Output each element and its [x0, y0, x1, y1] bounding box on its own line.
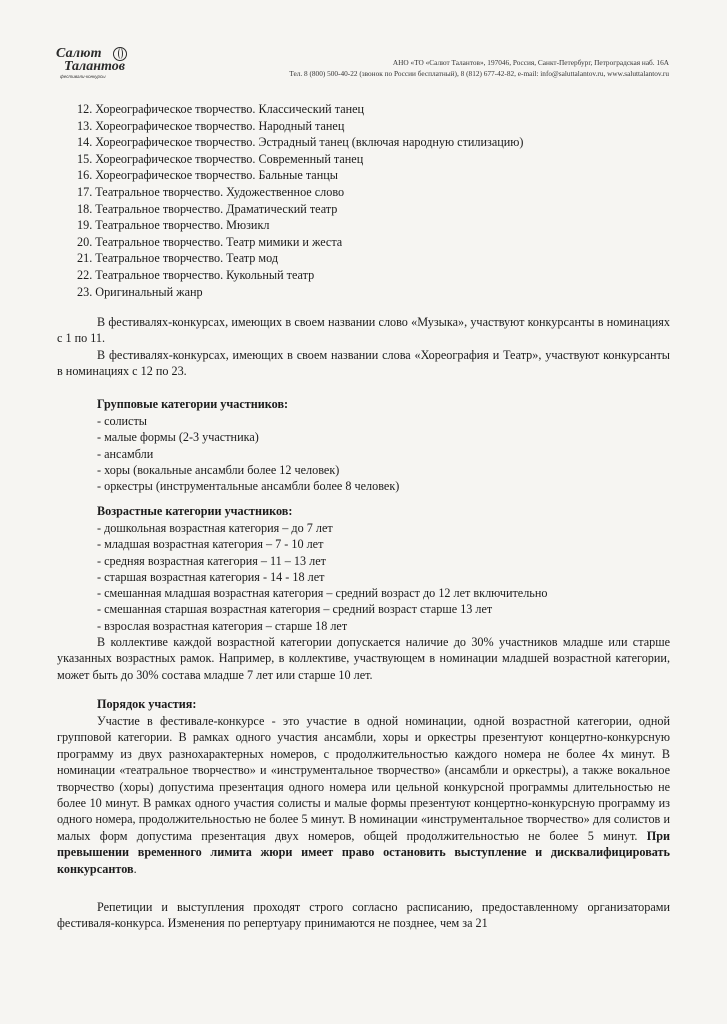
- list-item: 21. Театральное творчество. Театр мод: [77, 251, 279, 266]
- order-text: Участие в фестивале-конкурсе - это участие в одной номинации, одной возрастной категории, одной групповой категории. В рамках одного участия ансамбли, хоры и оркестры презентуют концертно-конкурсную программу из двух разнохарактерных номеров, с продолжительностью каждого номера не более 4х минут. В номинации «театральное творчество» и «инструментальное творчество» (ансамбли и оркестры), а также вокальное творчество (хоры) допустима презентация одного номера или цельной конкурсной программы длительностью не более 10 минут. В рамках одного участия солисты и малые формы презентуют концертно-конкурсную программу из одного номера, продолжительностью не более 5 минут. В номинации «инструментальное творчество» для солистов и малых форм допустима презентация двух номеров, общей продолжительностью не более 5 минут.: [57, 714, 670, 843]
- logo-text-line2: Талантов: [64, 59, 125, 74]
- company-logo: [56, 46, 132, 80]
- list-item: 13. Хореографическое творчество. Народный танец: [77, 118, 345, 133]
- order-warning: При превышении временного лимита жюри имеет право остановить выступление и дисквалифицировать конкурсантов: [57, 828, 670, 876]
- list-item: - смешанная старшая возрастная категория – средний возраст старше 13 лет: [97, 602, 493, 617]
- age-categories-heading: Возрастные категории участников:: [97, 504, 293, 518]
- org-contacts: Тел. 8 (800) 500-40-22 (звонок по России бесплатный), 8 (812) 677-42-82, e-mail: info@saluttalantov.ru, www.saluttalantov.ru: [289, 69, 669, 78]
- group-categories-list: [97, 413, 399, 494]
- order-end: .: [133, 861, 137, 876]
- music-paragraph: В фестивалях-конкурсах, имеющих в своем названии слово «Музыка», участвуют конкурсанты в номинациях с 1 по 11.: [57, 315, 670, 346]
- list-item: 16. Хореографическое творчество. Бальные танцы: [77, 168, 338, 183]
- logo-text-line1: Салют: [56, 46, 102, 61]
- list-item: 23. Оригинальный жанр: [77, 284, 203, 299]
- list-item: 18. Театральное творчество. Драматический театр: [77, 201, 338, 216]
- list-item: 19. Театральное творчество. Мюзикл: [77, 218, 270, 233]
- age-categories-list: [97, 520, 547, 634]
- list-item: - солисты: [97, 414, 147, 428]
- list-item: - малые формы (2-3 участника): [97, 430, 259, 445]
- list-item: - старшая возрастная категория - 14 - 18 лет: [97, 569, 325, 584]
- list-item: - дошкольная возрастная категория – до 7 лет: [97, 521, 333, 535]
- list-item: - смешанная младшая возрастная категория – средний возраст до 12 лет включительно: [97, 586, 548, 601]
- order-paragraph: [57, 713, 670, 877]
- list-item: 14. Хореографическое творчество. Эстрадный танец (включая народную стилизацию): [77, 135, 524, 150]
- list-item: - хоры (вокальные ансамбли более 12 человек): [97, 462, 340, 477]
- list-item: - ансамбли: [97, 446, 154, 461]
- list-item: 12. Хореографическое творчество. Классический танец: [77, 102, 365, 116]
- group-categories-heading: Групповые категории участников:: [97, 397, 289, 411]
- logo-subtitle: фестивали-конкурсы: [60, 74, 106, 79]
- age-note-paragraph: В коллективе каждой возрастной категории допускается наличие до 30% участников младше или старше указанных возрастных рамок. Например, в коллективе, участвующем в номинации младшей возрастной категории, может быть до 30% состава младше 7 лет или старше 10 лет.: [57, 635, 670, 682]
- choreo-paragraph: В фестивалях-конкурсах, имеющих в своем названии слова «Хореография и Театр», участвуют конкурсанты в номинациях с 12 по 23.: [57, 348, 670, 379]
- order-heading: Порядок участия:: [97, 697, 197, 711]
- list-item: - средняя возрастная категория – 11 – 13 лет: [97, 553, 326, 568]
- nominations-list: [77, 101, 523, 300]
- org-address: АНО «ТО «Салют Талантов», 197046, Россия, Санкт-Петербург, Петроградская наб. 16А: [392, 58, 669, 67]
- list-item: 15. Хореографическое творчество. Современный танец: [77, 151, 364, 166]
- list-item: 17. Театральное творчество. Художественное слово: [77, 184, 345, 199]
- list-item: 20. Театральное творчество. Театр мимики и жеста: [77, 234, 343, 249]
- list-item: 22. Театральное творчество. Кукольный театр: [77, 267, 315, 282]
- rehearsal-paragraph: Репетиции и выступления проходят строго согласно расписанию, предоставленному организаторами фестиваля-конкурса. Изменения по репертуару принимаются не позднее, чем за 21: [57, 900, 670, 931]
- list-item: - оркестры (инструментальные ансамбли более 8 человек): [97, 479, 400, 494]
- list-item: - младшая возрастная категория – 7 - 10 лет: [97, 537, 324, 552]
- list-item: - взрослая возрастная категория – старше 18 лет: [97, 618, 348, 633]
